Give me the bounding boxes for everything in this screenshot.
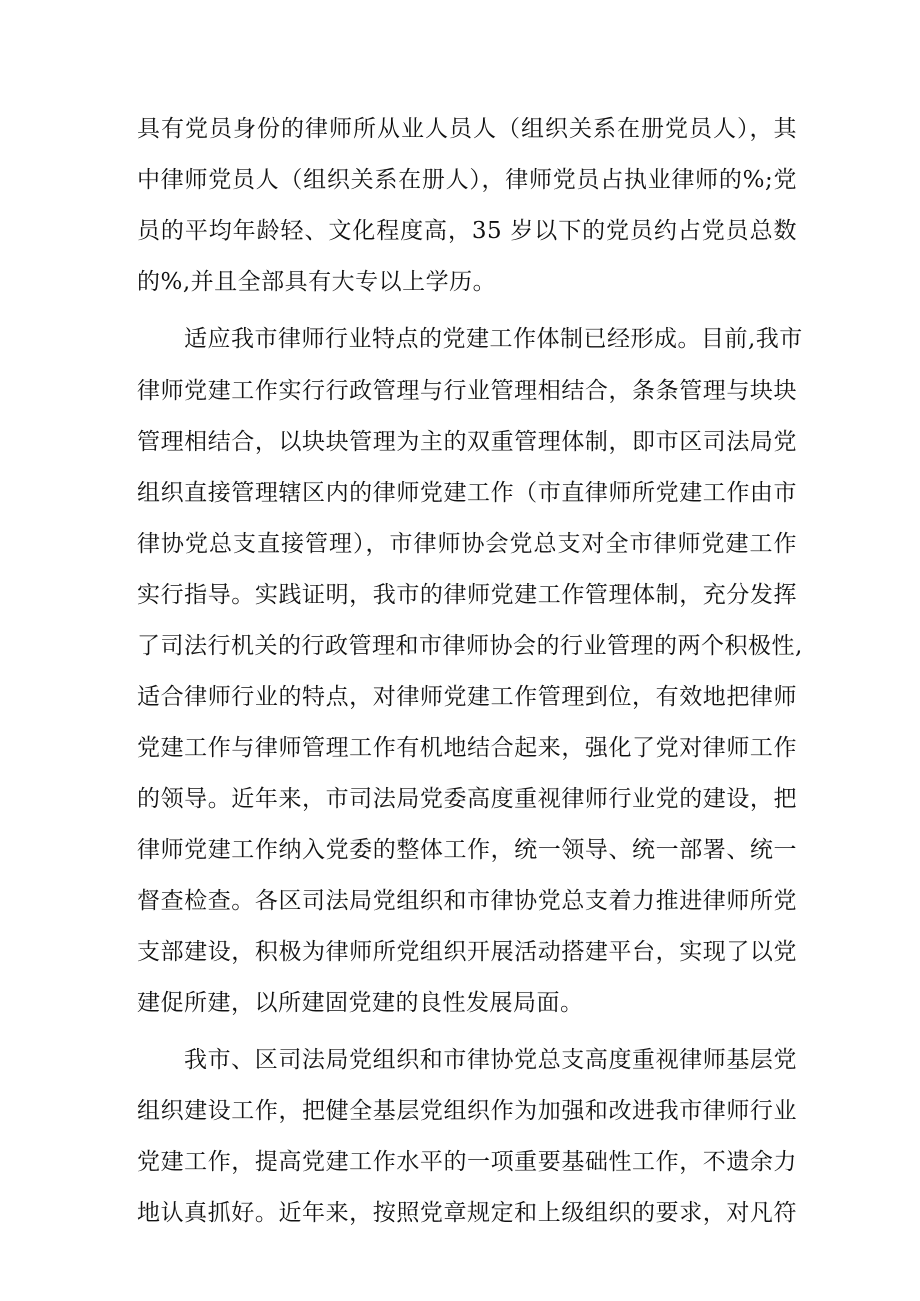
text-line: 党建工作与律师管理工作有机地结合起来，强化了党对律师工作 <box>137 735 797 761</box>
text-line: 的领导。近年来，市司法局党委高度重视律师行业党的建设，把 <box>137 786 797 812</box>
text-line: 建促所建，以所建固党建的良性发展局面。 <box>137 990 584 1016</box>
text-line: 支部建设，积极为律师所党组织开展活动搭建平台，实现了以党 <box>137 939 797 965</box>
text-line: 组织建设工作，把健全基层党组织作为加强和改进我市律师行业 <box>137 1098 797 1124</box>
text-line: 律协党总支直接管理），市律师协会党总支对全市律师党建工作 <box>137 531 797 557</box>
text-line: 的%,并且全部具有大专以上学历。 <box>137 269 497 295</box>
text-line: 律师党建工作实行行政管理与行业管理相结合，条条管理与块块 <box>137 378 797 404</box>
text-line: 中律师党员人（组织关系在册人），律师党员占执业律师的%;党 <box>137 167 797 193</box>
text-line: 实行指导。实践证明，我市的律师党建工作管理体制，充分发挥 <box>137 582 797 608</box>
text-line: 具有党员身份的律师所从业人员人（组织关系在册党员人），其 <box>137 116 797 142</box>
text-line: 员的平均年龄轻、文化程度高，35 岁以下的党员约占党员总数 <box>137 218 797 244</box>
text-line: 督查检查。各区司法局党组织和市律协党总支着力推进律师所党 <box>137 888 797 914</box>
text-line: 组织直接管理辖区内的律师党建工作（市直律师所党建工作由市 <box>137 480 797 506</box>
text-line: 律师党建工作纳入党委的整体工作，统一领导、统一部署、统一 <box>137 837 797 863</box>
text-line: 地认真抓好。近年来，按照党章规定和上级组织的要求，对凡符 <box>137 1200 797 1226</box>
text-line: 适合律师行业的特点，对律师党建工作管理到位，有效地把律师 <box>137 684 797 710</box>
text-line: 我市、区司法局党组织和市律协党总支高度重视律师基层党 <box>184 1047 797 1073</box>
text-line: 管理相结合，以块块管理为主的双重管理体制，即市区司法局党 <box>137 429 797 455</box>
text-line: 党建工作，提高党建工作水平的一项重要基础性工作，不遗余力 <box>137 1149 797 1175</box>
text-line: 了司法行机关的行政管理和市律师协会的行业管理的两个积极性, <box>137 633 803 659</box>
text-line: 适应我市律师行业特点的党建工作体制已经形成。目前,我市 <box>184 326 803 352</box>
